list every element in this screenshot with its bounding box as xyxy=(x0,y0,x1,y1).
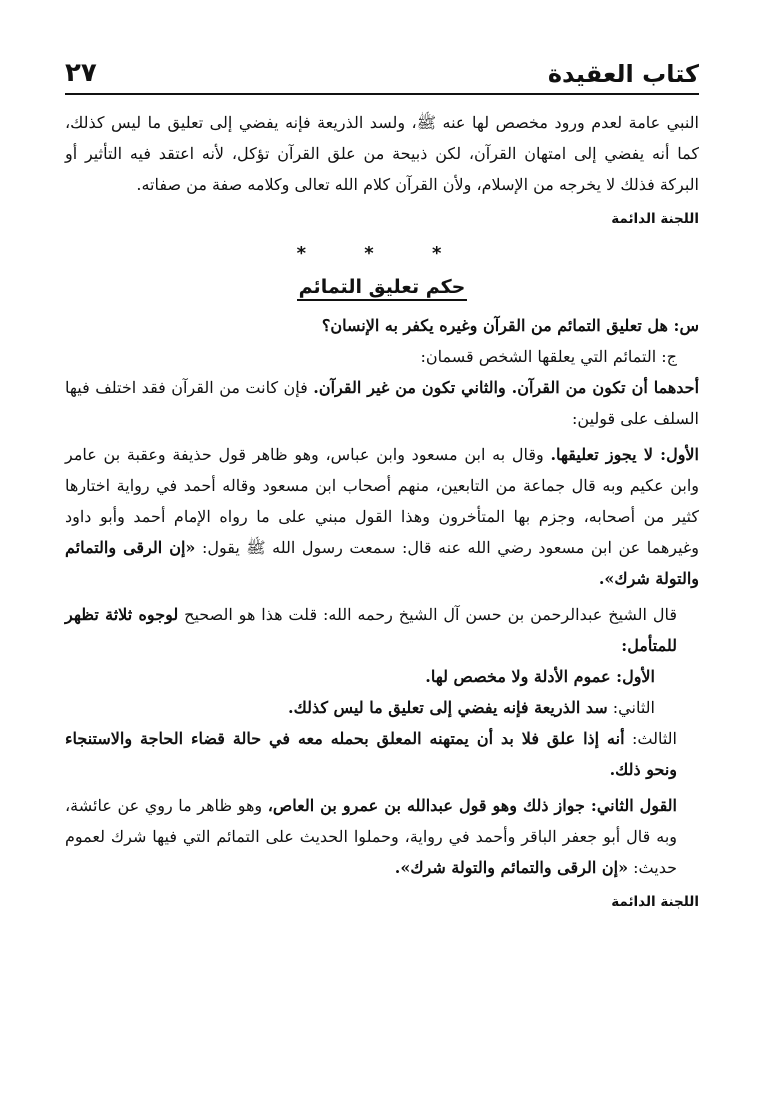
first-opinion-label: الأول: لا يجوز تعليقها. xyxy=(550,445,699,465)
second-opinion-text: وهو ظاهر ما روي عن عائشة، وبه قال أبو جعفر الباقر وأحمد في رواية، وحملوا الحديث على التمائم التي فيها شرك لعموم حديث: xyxy=(65,796,677,878)
reason-3-text: أنه إذا علق فلا بد أن يمتهنه المعلق بحمله معه في حالة قضاء الحاجة والاستنجاء ونحو ذلك. xyxy=(65,729,677,780)
reason-2 xyxy=(65,692,699,723)
document-page xyxy=(65,58,699,915)
first-opinion-text: وقال به ابن مسعود وابن عباس، وهو ظاهر قول حذيفة وعقبة بن عامر وابن عكيم وبه قال جماعة من التابعين، منهم أصحاب ابن مسعود وقاله أحمد في رواية اختارها كثير من أصحابه، وجزم بها المتأخرون وهذا القول مبني على ما رواه الإمام أحمد وأبو داود وغيرهما عن ابن مسعود رضي الله عنه قال: سمعت رسول الله ﷺ يقول: xyxy=(65,445,700,558)
intro-paragraph: النبي عامة لعدم ورود مخصص لها عنه ﷺ، ولسد الذريعة فإنه يفضي إلى تعليق ما ليس كذلك، كما أنه يفضي إلى امتهان القرآن، لكن ذبيحة من علق القرآن تؤكل، لأنه اعتقد فيه التأثير أو البركة فذلك لا يخرجه من الإسلام، ولأن القرآن كلام الله تعالى وكلامه صفة من صفاته. xyxy=(65,113,699,195)
signature-permanent-committee-2: اللجنة الدائمة xyxy=(611,894,699,911)
reason-1-label: الأول: xyxy=(610,667,655,687)
section-title xyxy=(65,272,699,302)
first-opinion-hadith: «إن الرقى والتمائم والتولة شرك». xyxy=(65,538,699,589)
second-opinion-bold: جواز ذلك وهو قول عبدالله بن عمرو بن العاص، xyxy=(267,796,585,816)
types-bold: أحدهما أن تكون من القرآن. والثاني تكون من غير القرآن. xyxy=(313,378,700,398)
second-opinion-hadith: «إن الرقى والتمائم والتولة شرك». xyxy=(394,858,629,878)
section-title-text: حكم تعليق التمائم xyxy=(297,276,468,301)
question-paragraph: س: هل تعليق التمائم من القرآن وغيره يكفر به الإنسان؟ xyxy=(321,316,699,336)
first-opinion-paragraph xyxy=(65,439,699,594)
reason-2-label: الثاني: xyxy=(607,698,655,718)
sheikh-paragraph xyxy=(65,599,699,661)
reason-3 xyxy=(65,723,699,785)
sheikh-bold: لوجوه ثلاثة تظهر للمتأمل: xyxy=(65,605,677,656)
signature-permanent-committee: اللجنة الدائمة xyxy=(611,211,699,228)
reason-2-text: سد الذريعة فإنه يفضي إلى تعليق ما ليس كذلك. xyxy=(288,698,608,718)
reason-3-label: الثالث: xyxy=(624,729,678,749)
sheikh-text: قال الشيخ عبدالرحمن بن حسن آل الشيخ رحمه الله: قلت هذا هو الصحيح xyxy=(178,605,677,625)
answer-intro: ج: التمائم التي يعلقها الشخص قسمان: xyxy=(420,347,677,367)
types-rest: فإن كانت من القرآن فقد اختلف فيها السلف على قولين: xyxy=(65,378,699,429)
page-header xyxy=(65,58,699,95)
reason-1 xyxy=(65,661,699,692)
book-title: كتاب العقيدة xyxy=(547,60,699,89)
second-opinion-label: القول الثاني: xyxy=(584,796,677,816)
section-separator: * * * xyxy=(296,243,468,265)
types-paragraph xyxy=(65,372,699,434)
page-number: ٢٧ xyxy=(65,58,97,88)
reason-1-text: عموم الأدلة ولا مخصص لها. xyxy=(425,667,611,687)
second-opinion-paragraph xyxy=(65,790,699,883)
